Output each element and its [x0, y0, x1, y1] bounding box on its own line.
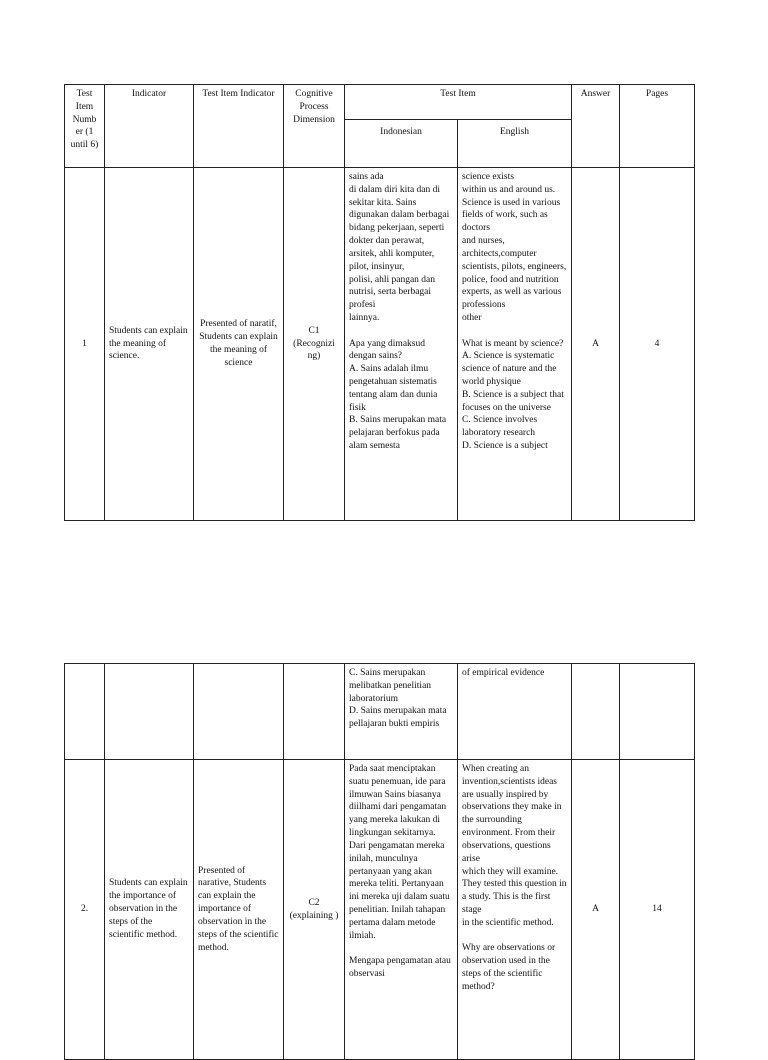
item-english: of empirical evidence: [458, 664, 572, 760]
item-pages: [620, 664, 695, 760]
header-english: English: [458, 120, 572, 168]
test-item-table-page-1: [64, 84, 695, 521]
item-number: [65, 664, 105, 760]
header-item-indicator: Test Item Indicator: [194, 85, 284, 168]
header-cognitive: Cognitive Process Dimension: [284, 85, 345, 168]
item-cognitive: [284, 664, 345, 760]
item-english: science exists within us and around us. Science is used in various fields of work, such as doctors and nurses, architects,computer scientists, pilots, engineers, police, food and nutrition experts, as well as various professions other What is meant by science? A. Science is systematic science of nature and the world physique B. Science is a subject that focuses on the universe C. Science involves laboratory research D. Science is a subject: [458, 168, 572, 521]
item-number: 2.: [65, 760, 105, 1060]
item-indonesian: sains ada di dalam diri kita dan di sekitar kita. Sains digunakan dalam berbagai bidang pekerjaan, seperti dokter dan perawat, arsitek, ahli komputer, pilot, insinyur, polisi, ahli pangan dan nutrisi, serta berbagai profesi lainnya. Apa yang dimaksud dengan sains? A. Sains adalah ilmu pengetahuan sistematis tentang alam dan dunia fisik B. Sains merupakan mata pelajaran berfokus pada alam semesta: [345, 168, 458, 521]
item-cognitive: C2 (explaining ): [284, 760, 345, 1060]
item-test-indicator: Presented of narative, Students can explain the importance of observation in the steps of the scientific method.: [194, 760, 284, 1060]
item-pages: 4: [620, 168, 695, 521]
item-indicator: Students can explain the importance of observation in the steps of the scientific method.: [105, 760, 194, 1060]
item-indicator: Students can explain the meaning of science.: [105, 168, 194, 521]
item-test-indicator: [194, 664, 284, 760]
header-answer: Answer: [572, 85, 620, 168]
table-row: [65, 760, 695, 1060]
header-indonesian: Indonesian: [345, 120, 458, 168]
header-test-item: Test Item: [345, 85, 572, 120]
item-answer: [572, 664, 620, 760]
item-indicator: [105, 664, 194, 760]
item-answer: A: [572, 760, 620, 1060]
item-indonesian: Pada saat menciptakan suatu penemuan, ide para ilmuwan Sains biasanya diilhami dari pengamatan yang mereka lakukan di lingkungan sekitarnya. Dari pengamatan mereka inilah, munculnya pertanyaan yang akan mereka teliti. Pertanyaan ini mereka uji dalam suatu penelitian. Inilah tahapan pertama dalam metode ilmiah. Mengapa pengamatan atau observasi: [345, 760, 458, 1060]
item-indonesian: C. Sains merupakan melibatkan penelitian laboratorium D. Sains merupakan mata pellajaran bukti empiris: [345, 664, 458, 760]
item-pages: 14: [620, 760, 695, 1060]
item-test-indicator: Presented of naratif, Students can explain the meaning of science: [194, 168, 284, 521]
item-cognitive: C1 (Recognizi ng): [284, 168, 345, 521]
header-pages: Pages: [620, 85, 695, 168]
test-item-table-page-2: [64, 663, 695, 1060]
header-number: Test Item Numb er (1 until 6): [65, 85, 105, 168]
table-row: [65, 664, 695, 760]
item-answer: A: [572, 168, 620, 521]
table-row: [65, 168, 695, 521]
item-number: 1: [65, 168, 105, 521]
header-indicator: Indicator: [105, 85, 194, 168]
item-english: When creating an invention,scientists ideas are usually inspired by observations they make in the surrounding environment. From their observations, questions arise which they will examine. They tested this question in a study. This is the first stage in the scientific method. Why are observations or observation used in the steps of the scientific method?: [458, 760, 572, 1060]
